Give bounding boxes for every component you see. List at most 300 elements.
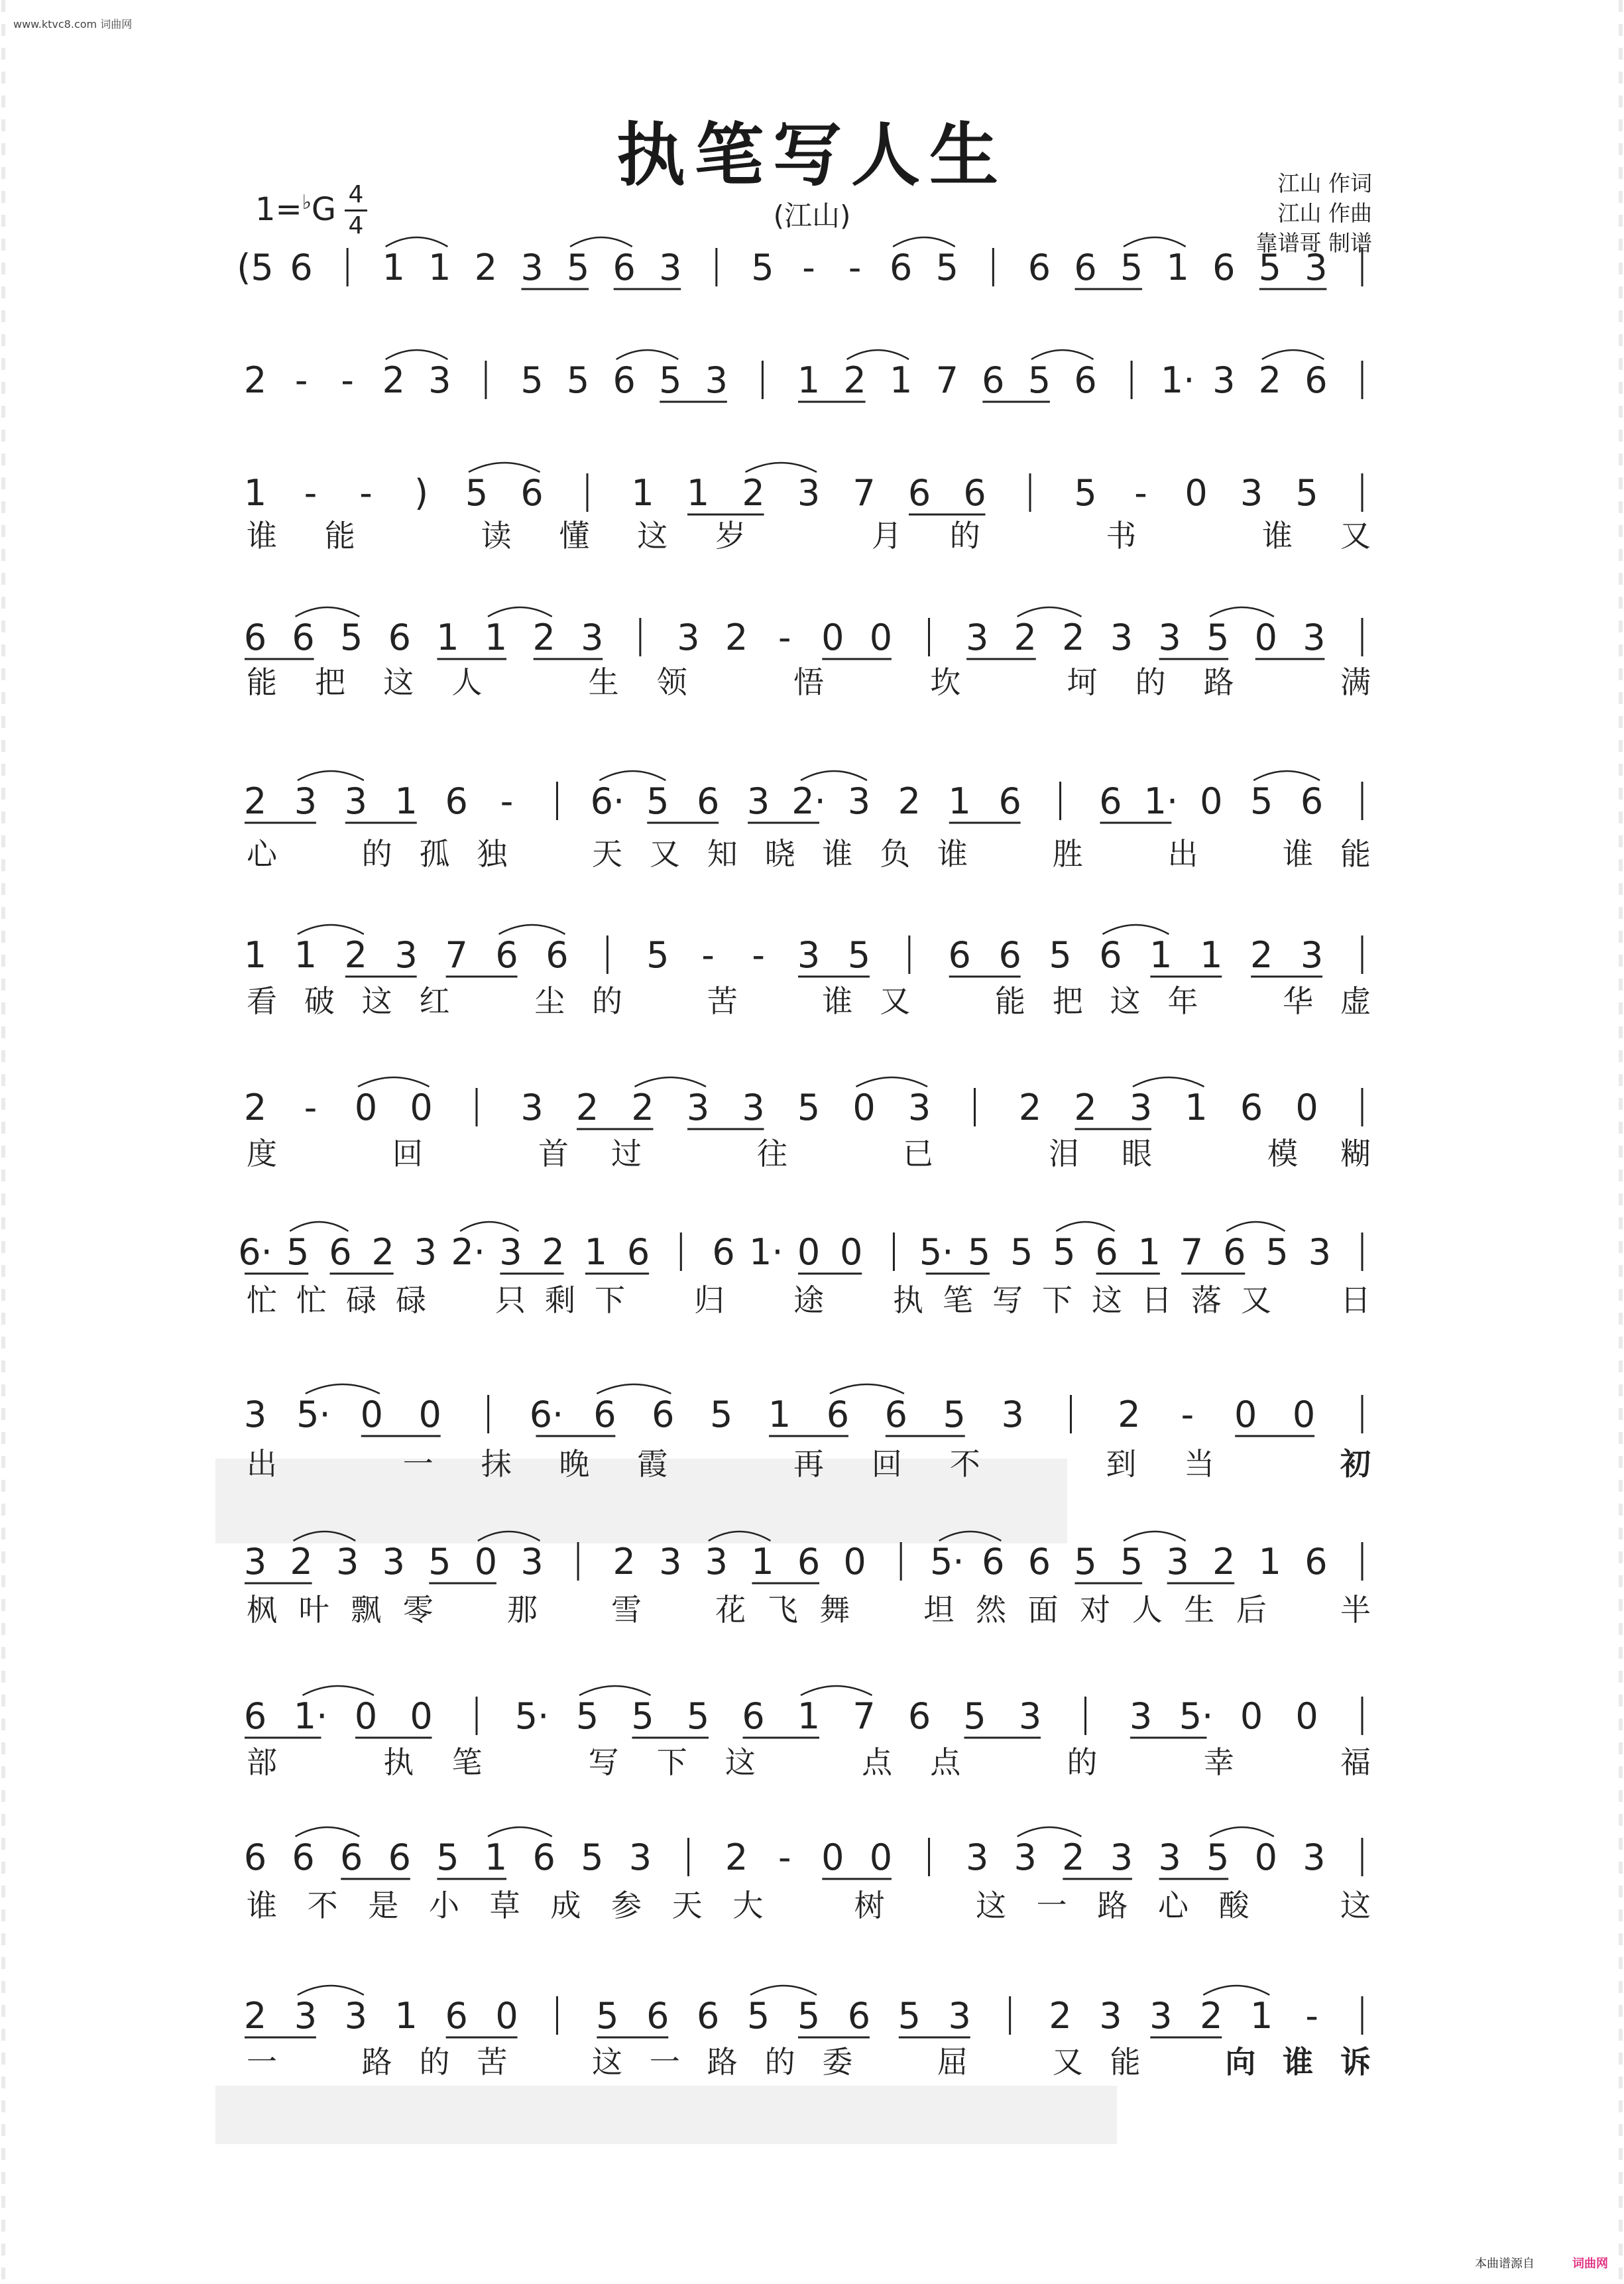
lyric-char: 出 [1167,836,1198,872]
slur [856,1077,928,1087]
note: 2· [791,780,826,822]
note: - [1305,1995,1318,2037]
lyric-char: 这 [383,664,414,700]
note: 1 [686,472,710,514]
note: 2 [344,934,367,976]
note: 6 [1223,1231,1246,1273]
note: 6 [652,1394,675,1435]
note: 3 [705,1541,728,1583]
note: 6 [1074,359,1097,401]
note: 5 [847,934,871,976]
note: - [304,472,318,514]
note: 6 [1027,1541,1051,1583]
lyric-char: 的 [361,836,392,872]
note: 5 [340,617,363,658]
note: 3 [1303,1836,1326,1878]
note: 6 [982,359,1005,401]
lyric-char: 碌 [396,1282,426,1318]
note: 2 [742,472,765,514]
note: (5 [237,247,274,288]
lyric-char: 舞 [819,1592,850,1628]
lyric-line [0,2043,1624,2083]
lyric-char: 这 [976,1888,1006,1923]
note: 1· [1143,780,1179,822]
lyric-char: 书 [1106,518,1137,554]
note: 0 [354,1695,378,1737]
slur [1226,1222,1285,1231]
lyric-char: 能 [324,518,355,554]
slur [599,771,666,780]
note: 0 [1234,1394,1257,1435]
lyric-char: 把 [315,664,346,700]
note: 6· [590,780,625,822]
note: 2 [1062,617,1085,658]
note: 6 [388,1836,412,1878]
note: 0 [1200,780,1223,822]
lyric-char: 飘 [351,1592,382,1628]
note: ) [414,472,429,514]
note: 1 [428,247,451,288]
note: 1 [1185,1087,1208,1128]
note: 0 [1292,1394,1316,1435]
lyric-char: 不 [307,1888,338,1923]
slur [635,1077,707,1087]
note: 1 [394,780,418,822]
lyric-char: 首 [538,1136,569,1172]
song-subtitle: (江山) [773,200,851,232]
note: 5 [631,1695,654,1737]
slur [306,1384,380,1394]
lyric-char: 飞 [767,1592,798,1628]
lyric-char: 月 [871,518,902,554]
lyric-char: 一 [402,1446,434,1482]
note: 3 [797,934,821,976]
lyric-char: 当 [1184,1446,1215,1482]
lyric-char: 华 [1283,983,1314,1019]
lyric-line [0,983,1624,1022]
note: 6 [243,1836,267,1878]
note: 5 [286,1231,310,1273]
note: 5 [1295,472,1318,514]
note: 5 [963,1695,986,1737]
slur [750,1986,817,1995]
lyric-highlight-band [215,2086,1117,2144]
lyric-char: 路 [361,2044,392,2080]
lyric-char: 糊 [1340,1136,1371,1172]
lyric-line [0,1887,1624,1927]
lyric-char: 的 [1067,1744,1098,1780]
lyric-char: 把 [1052,983,1083,1019]
note: 3 [948,1995,971,2037]
note: 6· [238,1231,272,1273]
note: 3 [1305,247,1328,288]
note: 0 [1185,472,1208,514]
slur [1124,1532,1186,1541]
note: 3 [1099,1995,1122,2037]
note: 6 [445,1995,468,2037]
note: 6 [243,617,267,658]
lyric-char: 红 [419,983,450,1019]
note: 1 [1166,247,1189,288]
note: 3 [965,617,989,658]
lyric-char: 的 [419,2044,450,2080]
note: 1 [1250,1995,1273,2037]
note: 6 [1305,359,1328,401]
note: 1 [243,934,267,976]
lyric-char: 到 [1106,1446,1137,1482]
note: 5 [943,1394,966,1435]
note: 2 [575,1087,599,1128]
note: 5· [929,1541,964,1583]
note: 6 [1240,1087,1263,1128]
note: 6 [998,780,1021,822]
note: 5 [1049,934,1072,976]
lyric-char: 晓 [764,836,795,872]
slur [847,350,909,359]
lyric-line [0,664,1624,703]
note: 3 [659,1541,682,1583]
lyric-char: 落 [1191,1282,1222,1318]
note: 0 [495,1995,518,2037]
slur [488,607,552,617]
lyric-char: 大 [732,1888,764,1923]
note: 1 [631,472,654,514]
note: 5 [1258,247,1282,288]
note: 3 [677,617,700,658]
slur [570,237,632,247]
note: 7 [935,359,958,401]
slur [294,1532,356,1541]
note: 5· [296,1394,331,1435]
note: 3 [1158,1836,1181,1878]
lyric-char: 这 [725,1744,756,1780]
note: 0 [821,1836,844,1878]
slur [709,1532,771,1541]
note: 5 [797,1087,821,1128]
note: 3 [1018,1695,1042,1737]
note: 1· [1160,359,1195,401]
note: 1 [584,1231,608,1273]
note: 6 [612,247,636,288]
lyric-line [0,1282,1624,1321]
note: 3 [1308,1231,1331,1273]
lyric-char: 天 [671,1888,703,1923]
note: 3 [1110,1836,1133,1878]
note: 3 [499,1231,522,1273]
note: 5 [1120,1541,1143,1583]
lyric-char: 参 [611,1888,642,1923]
note: 3 [344,1995,367,2037]
note: 6 [243,1695,267,1737]
lyric-char: 的 [949,518,980,554]
note: 6 [292,617,315,658]
slur [1210,607,1274,617]
note: 3 [965,1836,989,1878]
slur [801,1686,872,1695]
note: 2 [843,359,866,401]
note: 5 [646,780,669,822]
note: 0 [1295,1695,1318,1737]
note: 1 [484,617,508,658]
note: 6 [340,1836,363,1878]
note: 3 [907,1087,931,1128]
lyric-char: 是 [368,1888,399,1923]
lyric-char: 小 [429,1888,459,1923]
lyric-char: 点 [862,1744,893,1780]
slur [358,1077,430,1087]
slur [460,1222,518,1231]
note: 1 [797,359,821,401]
note: 3 [742,1087,765,1128]
note: 5 [751,247,774,288]
slur [939,1532,1002,1541]
lyric-char: 委 [822,2044,853,2080]
slur [290,1222,348,1231]
note: 3 [1303,617,1326,658]
lyric-char: 心 [247,836,277,872]
note: 1 [1200,934,1223,976]
footer-site: 词曲网 [1572,2257,1608,2271]
lyric-char: 部 [247,1744,277,1780]
lyric-char: 能 [247,664,277,700]
note: 6 [907,1695,931,1737]
note: 3 [520,1087,544,1128]
lyric-char: 能 [1110,2044,1141,2080]
note: 1 [394,1995,418,2037]
note: 3 [1129,1695,1153,1737]
note: 3 [294,780,318,822]
note: 6 [495,934,518,976]
lyric-char: 胜 [1052,836,1083,872]
note: 3 [344,780,367,822]
note: 3 [1166,1541,1189,1583]
lyric-char: 写 [992,1282,1023,1318]
note: 2· [451,1231,485,1273]
arranger-credit: 靠谱哥 制谱 [1255,230,1372,256]
slur [1031,350,1094,359]
note: 6 [1027,247,1051,288]
note: 3 [1129,1087,1153,1128]
note: 5 [898,1995,921,2037]
note: 6 [1305,1541,1328,1583]
note: 5 [1250,780,1273,822]
lyric-char: 模 [1267,1136,1298,1172]
note: 2 [243,359,267,401]
note: 2 [474,247,498,288]
lyric-char: 能 [1340,836,1371,872]
time-bottom: 4 [348,212,364,239]
note: 3 [1149,1995,1173,2037]
lyric-char: 下 [1042,1282,1073,1318]
slur [298,925,364,934]
note: - [778,1836,791,1878]
slur [1133,1077,1204,1087]
lyric-char: 满 [1340,664,1371,700]
note: 6 [948,934,971,976]
lyric-char: 已 [903,1136,933,1172]
note: 0 [843,1541,866,1583]
lyric-char: 心 [1158,1888,1189,1923]
slur [488,1827,552,1836]
note: - [304,1087,318,1128]
lyric-char: 这 [1110,983,1141,1019]
lyric-char: 知 [707,836,738,872]
lyric-char: 一 [1036,1888,1067,1923]
note: 0 [852,1087,876,1128]
note: 2 [1049,1995,1072,2037]
note: 2 [1200,1995,1223,2037]
note: 6 [388,617,412,658]
note: 1 [768,1394,791,1435]
note: 5 [967,1231,991,1273]
lyric-char: 碌 [346,1282,377,1318]
lyric-char: 后 [1236,1592,1267,1628]
lyric-char: 零 [402,1592,434,1628]
note: 6 [546,934,569,976]
note: 3 [659,247,682,288]
lyric-char: 谁 [247,1888,277,1923]
note: 0 [821,617,844,658]
lyric-char: 笔 [943,1282,973,1318]
note: 2 [1014,617,1037,658]
note: 0 [360,1394,383,1435]
lyric-char: 谁 [1262,518,1293,554]
flat-sign: ♭ [302,191,312,214]
note: 5 [1027,359,1051,401]
slur [303,1686,375,1695]
lyric-char: 面 [1027,1592,1059,1628]
lyric-char: 屈 [937,2044,968,2080]
lyric-line [0,835,1624,875]
footer-source: 本曲谱源自 [1475,2257,1535,2271]
note: 3 [294,1995,318,2037]
note: 1 [1137,1231,1161,1273]
note: 0 [354,1087,378,1128]
note: - [1134,472,1147,514]
slur [1203,1986,1269,1995]
note: 0 [869,1836,893,1878]
lyric-char: 回 [392,1136,423,1172]
lyric-char: 这 [592,2044,623,2080]
note: 7 [445,934,468,976]
lyric-char: 花 [715,1592,746,1628]
lyric-char: 只 [495,1282,526,1318]
note: - [1181,1394,1194,1435]
lyric-char: 向 [1225,2044,1256,2080]
lyric-char: 一 [649,2044,680,2080]
note: 3 [243,1394,267,1435]
note: 5 [596,1995,619,2037]
note: 5 [746,1995,770,2037]
lyric-char: 年 [1167,983,1198,1019]
lyric-char: 悟 [793,664,824,700]
note: 6 [847,1995,871,2037]
lyric-char: 幸 [1203,1744,1234,1780]
note: 5 [520,359,544,401]
lyric-char: 过 [611,1136,642,1172]
lyric-char: 这 [1092,1282,1122,1318]
note: 6 [292,1836,315,1878]
lyric-char: 成 [550,1888,581,1923]
lyric-char: 领 [656,664,687,700]
note: 2 [1250,934,1273,976]
note: 6 [697,1995,720,2037]
lyric-char: 生 [1184,1592,1215,1628]
lyric-char: 懂 [559,518,590,554]
lyric-char: 然 [976,1592,1006,1628]
note: 6 [826,1394,850,1435]
note: 5· [919,1231,954,1273]
note: 3 [382,1541,405,1583]
note: 6 [1300,780,1324,822]
note: 3 [1158,617,1181,658]
note: 7 [1180,1231,1204,1273]
note: 6 [963,472,986,514]
note: 5 [428,1541,451,1583]
note: 3 [581,617,604,658]
lyric-char: 的 [592,983,623,1019]
lyric-char: 谁 [937,836,968,872]
note: 6 [712,1231,735,1273]
note: 6 [884,1394,908,1435]
note: 7 [852,472,876,514]
note: 6 [329,1231,352,1273]
slur [1102,925,1169,934]
note: 6 [593,1394,616,1435]
lyric-char: 日 [1340,1282,1371,1318]
slur [597,1384,671,1394]
note: 3 [686,1087,710,1128]
note: 1· [293,1695,328,1737]
score-row [0,345,1624,444]
note: 3 [520,1541,544,1583]
note: 3 [1014,1836,1037,1878]
note: 2 [382,359,405,401]
lyric-char: 岁 [715,518,746,554]
slur [579,1686,651,1695]
lyric-char: 下 [656,1744,687,1780]
note: 3 [1001,1394,1024,1435]
note: 2 [243,780,267,822]
note: 6 [889,247,913,288]
lyric-char: 这 [637,518,668,554]
lyric-char: 忙 [247,1282,277,1318]
note: 3 [428,359,451,401]
lyric-char: 执 [383,1744,414,1780]
note: 3 [243,1541,267,1583]
lyric-char: 再 [793,1446,824,1482]
note: 5 [1074,472,1097,514]
note: 2 [898,780,921,822]
lyric-char: 孤 [419,836,450,872]
note: 2 [1258,359,1282,401]
note: 6 [520,472,544,514]
note: 6 [1095,1231,1118,1273]
lyric-char: 那 [506,1592,538,1628]
note: - [701,934,715,976]
slur [801,771,867,780]
slur [499,925,565,934]
note: - [848,247,862,288]
note: 6 [646,1995,669,2037]
note: 0 [1240,1695,1263,1737]
note: 3 [847,780,871,822]
note: 5 [1074,1541,1097,1583]
lyric-char: 能 [994,983,1025,1019]
note: 2 [1118,1394,1141,1435]
note: 3 [628,1836,652,1878]
lyric-char: 又 [1340,518,1371,554]
